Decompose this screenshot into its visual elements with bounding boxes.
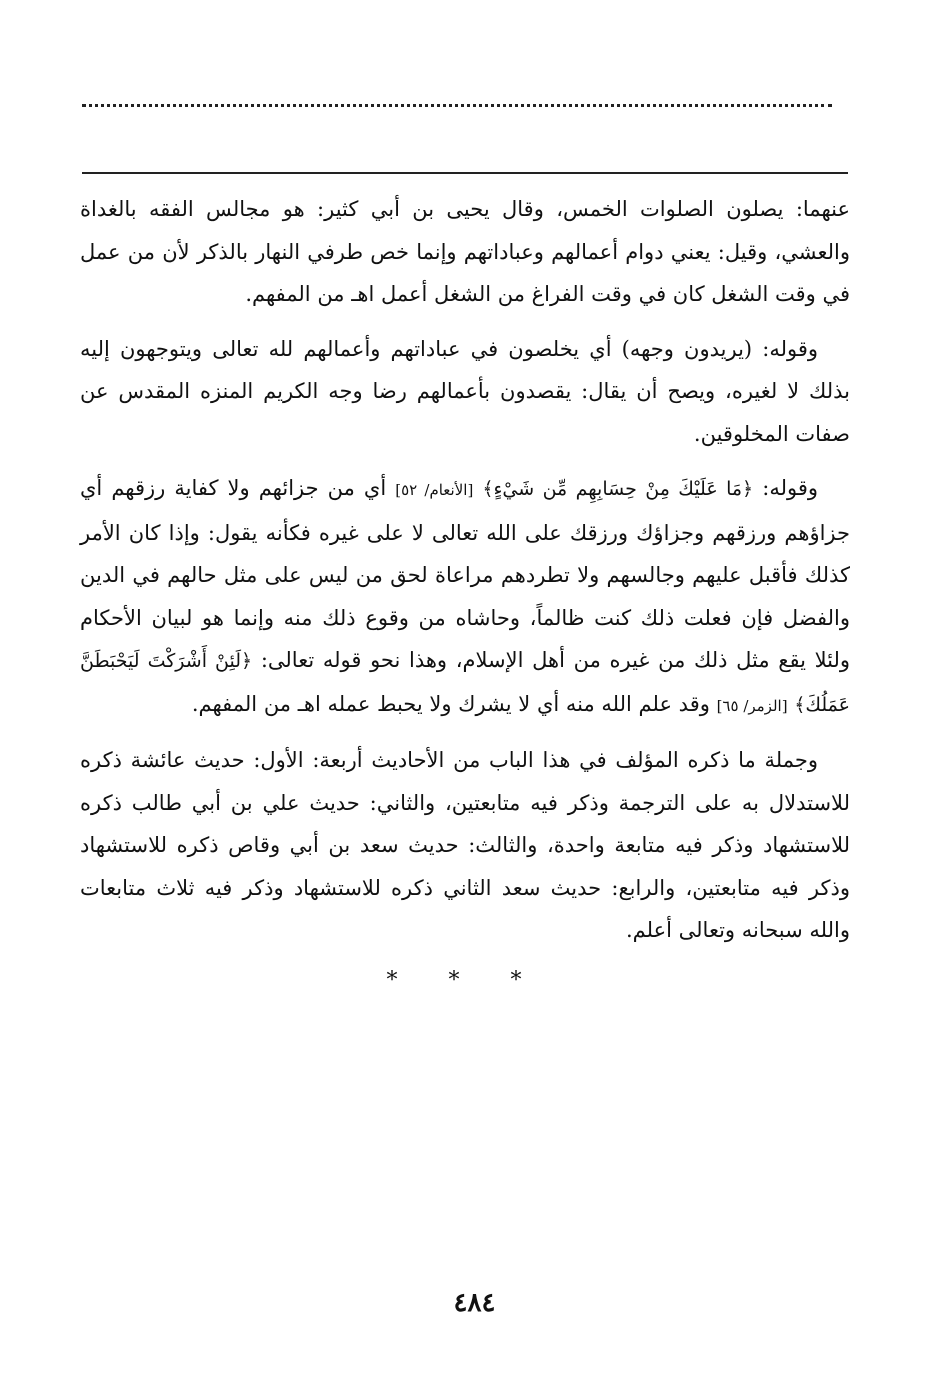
verse-reference-zumar: [الزمر/ ٦٥] [716, 696, 788, 715]
quran-verse-anam: ﴿مَا عَلَيْكَ مِنْ حِسَابِهِم مِّن شَيْءٍ﴾ [482, 478, 754, 500]
paragraph-3-body: أي من جزائهم ولا كفاية رزقهم أي جزاؤهم ورزقهم وجزاؤك ورزقك على الله تعالى لا على غيره فكأنه يقول: وإذا كان الأمر كذلك فأقبل عليهم وجالسهم ولا تطردهم مراعاة لحق من ليس على مثل حالهم في الدين والفضل فإن فعلت ذلك كنت ظالماً، وحاشاه من وقوع ذلك منه وإنما هو لبيان الأحكام ولئلا يقع مثل ذلك من غيره من أهل الإسلام، وهذا نحو قوله تعالى: [80, 476, 850, 672]
paragraph-1: عنهما: يصلون الصلوات الخمس، وقال يحيى بن أبي كثير: هو مجالس الفقه بالغداة والعشي، وقيل: يعني دوام أعمالهم وعباداتهم وإنما خص طرفي النهار بالذكر لأن من عمل في وقت الشغل كان في وقت الفراغ من الشغل أعمل اهـ من المفهم. [80, 197, 850, 306]
verse-reference-anam: [الأنعام/ ٥٢] [395, 481, 474, 499]
section-separator: * * * [386, 967, 544, 993]
header-dotted-rule [82, 104, 832, 107]
page-body [80, 188, 850, 1002]
paragraph-4: وجملة ما ذكره المؤلف في هذا الباب من الأحاديث أربعة: الأول: حديث عائشة ذكره للاستدلال به على الترجمة وذكر فيه متابعتين، والثاني: حديث علي بن أبي طالب ذكره للاستشهاد وذكر فيه متابعة واحدة، والثالث: حديث سعد بن أبي وقاص ذكره للاستشهاد وذكر فيه متابعتين، والرابع: حديث سعد الثاني ذكره للاستشهاد وذكر فيه ثلاث متابعات والله سبحانه وتعالى أعلم. [80, 748, 850, 942]
header-solid-rule [82, 172, 848, 174]
paragraph-3-tail: وقد علم الله منه أي لا يشرك ولا يحبط عمله اهـ من المفهم. [191, 691, 717, 716]
page-number: ٤٨٤ [453, 1288, 496, 1318]
quran-verse-zumar: ﴿لَئِنْ أَشْرَكْتَ لَيَحْبَطَنَّ عَمَلُكَ﴾ [80, 650, 850, 716]
paragraph-3-lead: وقوله: [753, 476, 819, 500]
paragraph-2: وقوله: (يريدون وجهه) أي يخلصون في عباداتهم وأعمالهم لله تعالى ويتوجهون إليه بذلك لا لغيره، ويصح أن يقال: يقصدون بأعمالهم رضا وجه الكريم المنزه المقدس عن صفات المخلوقين. [80, 336, 850, 446]
paragraph-3 [80, 467, 850, 727]
